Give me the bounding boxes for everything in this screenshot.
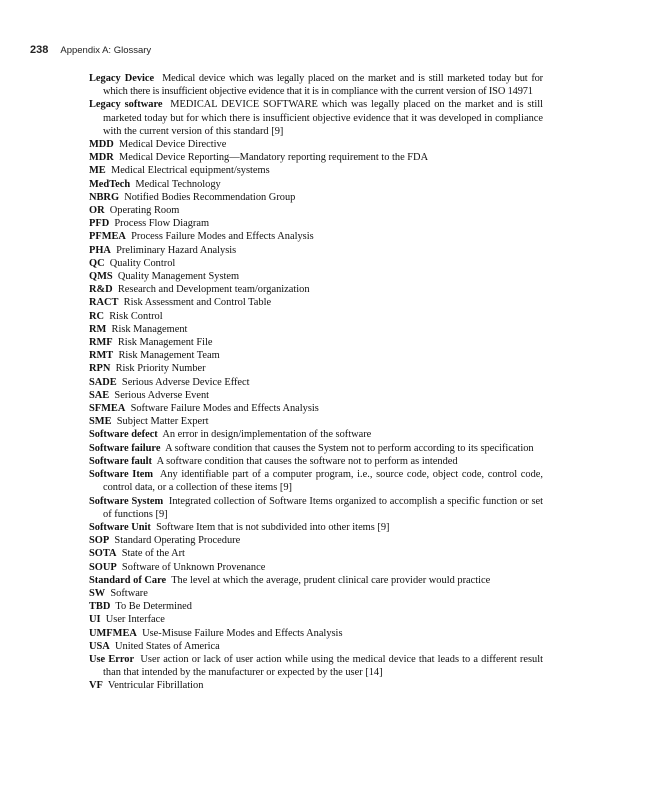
glossary-definition: Medical Technology <box>135 178 221 190</box>
glossary-entry <box>89 574 543 587</box>
glossary-term: Software fault <box>89 455 153 467</box>
glossary-entry <box>89 495 543 521</box>
glossary-term: Legacy Device <box>89 73 155 84</box>
glossary-term: QMS <box>89 271 113 283</box>
glossary-entry <box>89 600 543 613</box>
glossary-entry <box>89 534 543 547</box>
glossary-entry <box>89 336 543 349</box>
glossary-term: RACT <box>89 297 119 309</box>
glossary-definition: State of the Art <box>121 548 185 560</box>
glossary-definition: Quality Management System <box>117 271 240 283</box>
glossary-entry <box>89 217 543 230</box>
glossary-definition: To Be Determined <box>115 601 192 613</box>
glossary-term: VF <box>89 680 103 692</box>
glossary-entry <box>89 323 543 336</box>
glossary-term: MDD <box>89 139 114 151</box>
glossary-term: Legacy software <box>89 99 163 111</box>
glossary-definition: Software of Unknown Provenance <box>121 561 266 573</box>
glossary-entry <box>89 627 543 640</box>
glossary-term: Software failure <box>89 442 161 454</box>
glossary-entry <box>89 296 543 309</box>
glossary-definition: Risk Priority Number <box>115 363 206 375</box>
glossary-entry <box>89 587 543 600</box>
page-header <box>30 40 151 54</box>
glossary-definition: Software Failure Modes and Effects Analysis <box>130 403 319 415</box>
glossary-term: Software Item <box>89 469 154 481</box>
glossary-entry <box>89 455 543 468</box>
glossary-term: Standard of Care <box>89 574 167 586</box>
glossary-definition: Medical device which was legally placed on the market and is still marketed today but for which there is insufficient objective evidence that it is in compliance with the current version of ISO 14971 <box>103 73 543 98</box>
glossary-term: QC <box>89 257 105 269</box>
glossary-definition: Risk Control <box>109 310 163 322</box>
glossary-term: SADE <box>89 376 117 388</box>
glossary-term: Software defect <box>89 429 158 441</box>
page-number: 238 <box>30 44 49 56</box>
glossary-term: SAE <box>89 389 110 401</box>
glossary-definition: The level at which the average, prudent clinical care provider would practice <box>171 574 491 586</box>
glossary-definition: User action or lack of user action while using the medical device that leads to a different result than that intended by the manufacturer or expected by the user [14] <box>103 653 543 679</box>
glossary-definition: Serious Adverse Device Effect <box>121 376 250 388</box>
glossary-term: RPN <box>89 363 111 375</box>
glossary-definition: User Interface <box>105 614 165 626</box>
glossary-definition: Process Failure Modes and Effects Analysis <box>131 231 314 243</box>
glossary-entry <box>89 72 543 98</box>
glossary-definition: Subject Matter Expert <box>116 416 209 428</box>
glossary-entry <box>89 151 543 164</box>
glossary-term: Use Error <box>89 653 135 665</box>
glossary-term: PHA <box>89 244 111 256</box>
glossary-definition: Risk Management Team <box>118 350 220 362</box>
glossary-term: RMF <box>89 337 113 349</box>
glossary-definition: Serious Adverse Event <box>114 389 210 401</box>
glossary-entry <box>89 310 543 323</box>
glossary-entry <box>89 349 543 362</box>
glossary-entry <box>89 468 543 494</box>
glossary-definition: Process Flow Diagram <box>114 218 210 230</box>
glossary-term: UI <box>89 614 101 626</box>
glossary-definition: Risk Management <box>111 323 188 335</box>
glossary-term: ME <box>89 165 106 177</box>
glossary-entry <box>89 679 543 692</box>
glossary-definition: Medical Device Reporting—Mandatory reporting requirement to the FDA <box>119 152 429 164</box>
glossary-entry <box>89 442 543 455</box>
glossary-entry <box>89 402 543 415</box>
glossary-definition: Use-Misuse Failure Modes and Effects Analysis <box>142 627 343 639</box>
glossary-entry <box>89 138 543 151</box>
glossary-entry <box>89 640 543 653</box>
glossary-entry <box>89 191 543 204</box>
glossary-list <box>89 72 543 693</box>
glossary-entry <box>89 653 543 679</box>
glossary-definition: Quality Control <box>109 257 176 269</box>
glossary-definition: MEDICAL DEVICE SOFTWARE which was legally placed on the market and is still marketed today but for which there is insufficient objective evidence that it was developed in compliance with the current version of this standard [9] <box>103 99 544 137</box>
glossary-entry <box>89 389 543 402</box>
glossary-definition: Ventricular Fibrillation <box>107 680 204 692</box>
glossary-definition: Risk Management File <box>117 337 213 349</box>
glossary-definition: Operating Room <box>109 205 180 217</box>
glossary-term: OR <box>89 205 105 217</box>
glossary-definition: A software condition that causes the System not to perform according to its specification <box>165 442 534 454</box>
glossary-entry <box>89 270 543 283</box>
glossary-entry <box>89 547 543 560</box>
glossary-definition: Software Item that is not subdivided into other items [9] <box>156 521 390 533</box>
glossary-term: R&D <box>89 284 113 296</box>
glossary-definition: Risk Assessment and Control Table <box>123 297 272 309</box>
glossary-term: SOTA <box>89 548 117 560</box>
glossary-term: RMT <box>89 350 114 362</box>
glossary-term: Software Unit <box>89 521 151 533</box>
running-head: Appendix A: Glossary <box>60 45 152 56</box>
glossary-definition: Any identifiable part of a computer program, i.e., source code, object code, control code, control data, or a collection of these items [9] <box>103 469 544 494</box>
glossary-term: PFD <box>89 218 110 230</box>
glossary-term: MedTech <box>89 178 131 190</box>
glossary-entry <box>89 244 543 257</box>
glossary-definition: United States of America <box>115 640 220 652</box>
glossary-definition: Software <box>110 587 148 599</box>
glossary-definition: Notified Bodies Recommendation Group <box>124 191 296 203</box>
glossary-entry <box>89 164 543 177</box>
glossary-term: RC <box>89 310 105 322</box>
glossary-definition: Integrated collection of Software Items organized to accomplish a specific function or set of functions [9] <box>103 495 543 520</box>
glossary-term: UMFMEA <box>89 627 137 639</box>
glossary-term: SME <box>89 416 112 428</box>
glossary-definition: A software condition that causes the software not to perform as intended <box>156 455 458 467</box>
glossary-entry <box>89 257 543 270</box>
glossary-term: SOUP <box>89 561 117 573</box>
glossary-term: USA <box>89 640 110 652</box>
glossary-term: RM <box>89 323 107 335</box>
glossary-entry <box>89 204 543 217</box>
glossary-term: SW <box>89 587 106 599</box>
glossary-entry <box>89 428 543 441</box>
glossary-entry <box>89 561 543 574</box>
glossary-entry <box>89 230 543 243</box>
glossary-entry <box>89 178 543 191</box>
glossary-definition: Standard Operating Procedure <box>114 535 241 547</box>
glossary-term: SOP <box>89 535 110 547</box>
glossary-entry <box>89 613 543 626</box>
glossary-definition: An error in design/implementation of the software <box>162 429 372 441</box>
glossary-entry <box>89 283 543 296</box>
glossary-entry <box>89 98 543 138</box>
glossary-entry <box>89 415 543 428</box>
glossary-term: SFMEA <box>89 403 126 415</box>
glossary-definition: Preliminary Hazard Analysis <box>116 244 237 256</box>
glossary-term: TBD <box>89 601 111 613</box>
glossary-term: Software System <box>89 495 164 507</box>
glossary-term: MDR <box>89 152 114 164</box>
glossary-entry <box>89 521 543 534</box>
glossary-definition: Research and Development team/organization <box>117 284 310 296</box>
glossary-term: NBRG <box>89 191 120 203</box>
glossary-definition: Medical Device Directive <box>119 139 227 151</box>
glossary-entry <box>89 362 543 375</box>
glossary-term: PFMEA <box>89 231 126 243</box>
glossary-entry <box>89 376 543 389</box>
glossary-definition: Medical Electrical equipment/systems <box>110 165 270 177</box>
